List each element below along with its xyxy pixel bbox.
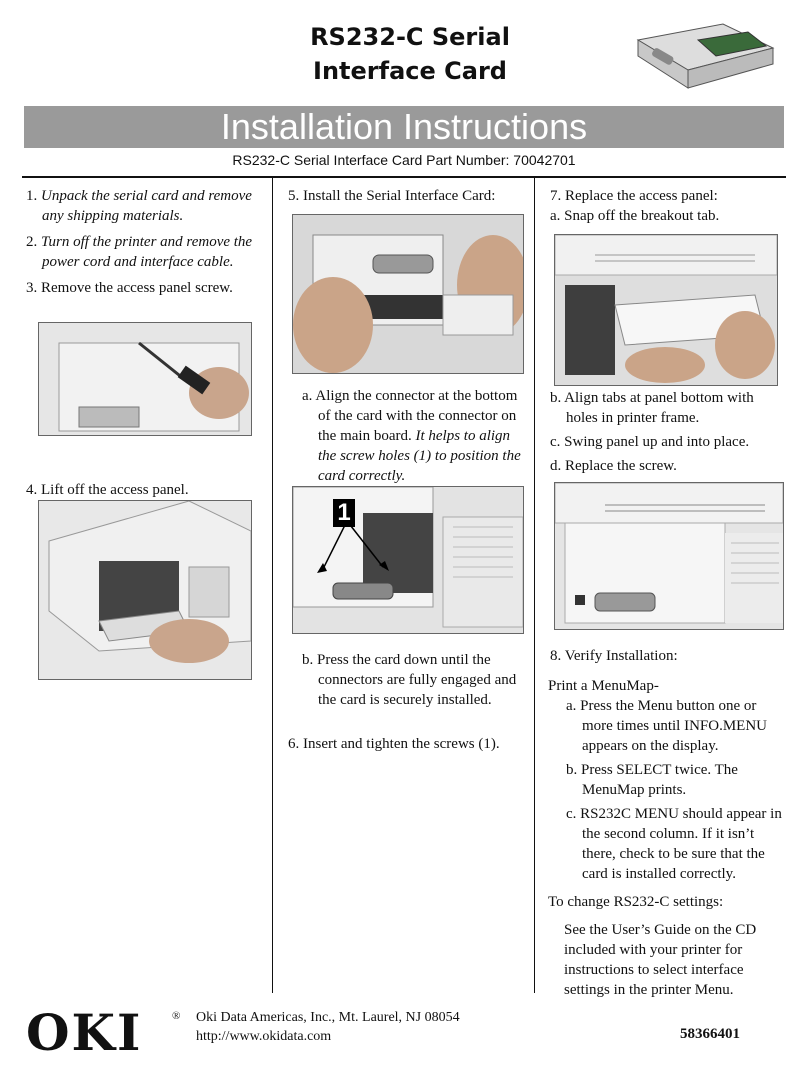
registered-mark: ®	[172, 1010, 181, 1022]
step-7c: c. Swing panel up and into place.	[550, 434, 750, 450]
photo-align-connector	[292, 486, 524, 634]
step-5b: b. Press the card down until the connectors are fully engaged and the card is securely installed.	[302, 652, 517, 708]
photo-breakout-tab	[554, 234, 778, 386]
step-5a: a. Align the connector at the bottom of the card with the connector on the main board. It helps to align the screw holes (1) to position the card correctly.	[302, 388, 521, 484]
column-3-bottom	[550, 646, 786, 1000]
photo-lift-panel	[38, 500, 252, 680]
document-title: RS232-C Serial Interface Card	[310, 23, 510, 85]
print-menumap: Print a MenuMap-	[548, 678, 659, 694]
step-7b: b. Align tabs at panel bottom with holes in printer frame.	[550, 390, 754, 426]
part-number: RS232-C Serial Interface Card Part Number: 70042701	[232, 152, 576, 168]
step-7a: a. Snap off the breakout tab.	[550, 208, 720, 224]
step-8: 8. Verify Installation:	[550, 648, 678, 664]
header-rule	[22, 176, 786, 178]
column-1	[26, 186, 262, 298]
column-3-mid	[550, 388, 786, 476]
step-4: 4. Lift off the access panel.	[26, 482, 189, 498]
banner	[24, 106, 784, 148]
callout-1: 1	[333, 499, 355, 527]
column-3-top	[550, 186, 786, 226]
change-settings: To change RS232-C settings:	[548, 894, 724, 910]
serial-card-image	[628, 18, 778, 92]
photo-remove-screw	[38, 322, 252, 436]
footer-url[interactable]: http://www.okidata.com	[196, 1029, 332, 1044]
photo-install-card	[292, 214, 524, 374]
step-7d: d. Replace the screw.	[550, 458, 677, 474]
see-users-guide: See the User’s Guide on the CD included with your printer for instructions to select interface settings in the printer Menu.	[564, 922, 757, 998]
step-1: 1. Unpack the serial card and remove any shipping materials.	[26, 188, 252, 224]
footer-company: Oki Data Americas, Inc., Mt. Laurel, NJ 08054 http://www.okidata.com	[196, 1010, 460, 1044]
column-divider-2	[534, 178, 535, 993]
step-8a: a. Press the Menu button one or more times until INFO.MENU appears on the display.	[566, 698, 767, 754]
oki-logo: OKI	[26, 1003, 143, 1062]
step-2: 2. Turn off the printer and remove the power cord and interface cable.	[26, 234, 253, 270]
banner-title: Installation Instructions	[220, 106, 588, 147]
step-5: 5. Install the Serial Interface Card:	[288, 188, 496, 204]
column-divider-1	[272, 178, 273, 993]
photo-panel-replaced	[554, 482, 784, 630]
step-8c: c. RS232C MENU should appear in the second column. If it isn’t there, check to be sure that the card is installed correctly.	[566, 806, 782, 882]
document-number: 58366401	[680, 1026, 740, 1042]
step-8b: b. Press SELECT twice. The MenuMap prints.	[566, 762, 738, 798]
step-6: 6. Insert and tighten the screws (1).	[288, 736, 500, 752]
step-3: 3. Remove the access panel screw.	[26, 280, 233, 296]
step-7: 7. Replace the access panel:	[550, 188, 718, 204]
